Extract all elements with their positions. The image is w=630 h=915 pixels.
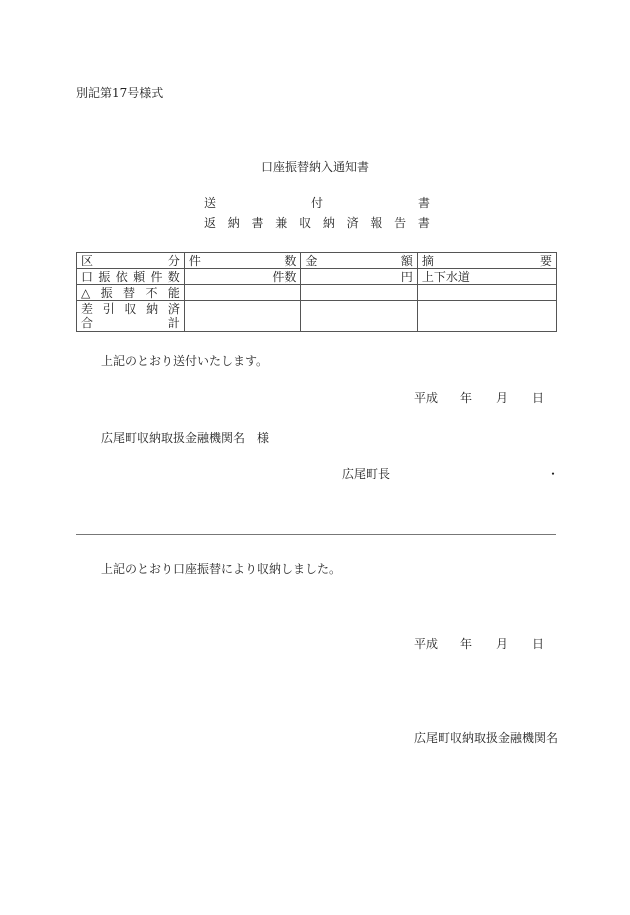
addressee: 広尾町収納取扱金融機関名 様 [101, 431, 270, 445]
debit-requests-count-field: 件数 [184, 269, 300, 285]
table-row [77, 269, 557, 285]
date-line-send: 平成 年 月 日 [414, 391, 545, 405]
header-amount: 金 額 [301, 253, 417, 269]
subtitle-return: 返 納 書 兼 収 納 済 報 告 書 [204, 216, 430, 230]
date-line-receipt: 平成 年 月 日 [414, 637, 545, 651]
subtitle-send: 送 付 書 [204, 196, 430, 210]
document-title: 口座振替納入通知書 [260, 160, 369, 174]
row-net-collected-total-label: 差 引 収 納 済 合 計 [77, 301, 185, 332]
failed-transfers-summary-field [417, 285, 556, 301]
debit-requests-summary-field: 上下水道 [417, 269, 556, 285]
bank-name: 広尾町収納取扱金融機関名 [414, 731, 559, 745]
net-collected-summary-field [417, 301, 556, 332]
net-collected-amount-field [301, 301, 417, 332]
send-note: 上記のとおり送付いたします。 [101, 354, 269, 368]
seal-mark: ・ [547, 467, 560, 481]
failed-transfers-count-field [184, 285, 300, 301]
row-failed-transfers-label: △ 振 替 不 能 [77, 285, 185, 301]
table-row [77, 285, 557, 301]
net-collected-count-field [184, 301, 300, 332]
header-summary: 摘 要 [417, 253, 556, 269]
table-row [77, 301, 557, 332]
section-divider [76, 534, 556, 535]
header-category: 区 分 [77, 253, 185, 269]
header-count: 件 数 [184, 253, 300, 269]
debit-requests-amount-field: 円 [301, 269, 417, 285]
row-debit-requests-label: 口 振 依 頼 件 数 [77, 269, 185, 285]
receipt-note: 上記のとおり口座振替により収納しました。 [101, 562, 342, 576]
table-header-row [77, 253, 557, 269]
summary-table [76, 252, 557, 332]
form-id: 別記第17号様式 [76, 86, 164, 100]
mayor-signature: 広尾町長 [342, 467, 391, 481]
failed-transfers-amount-field [301, 285, 417, 301]
